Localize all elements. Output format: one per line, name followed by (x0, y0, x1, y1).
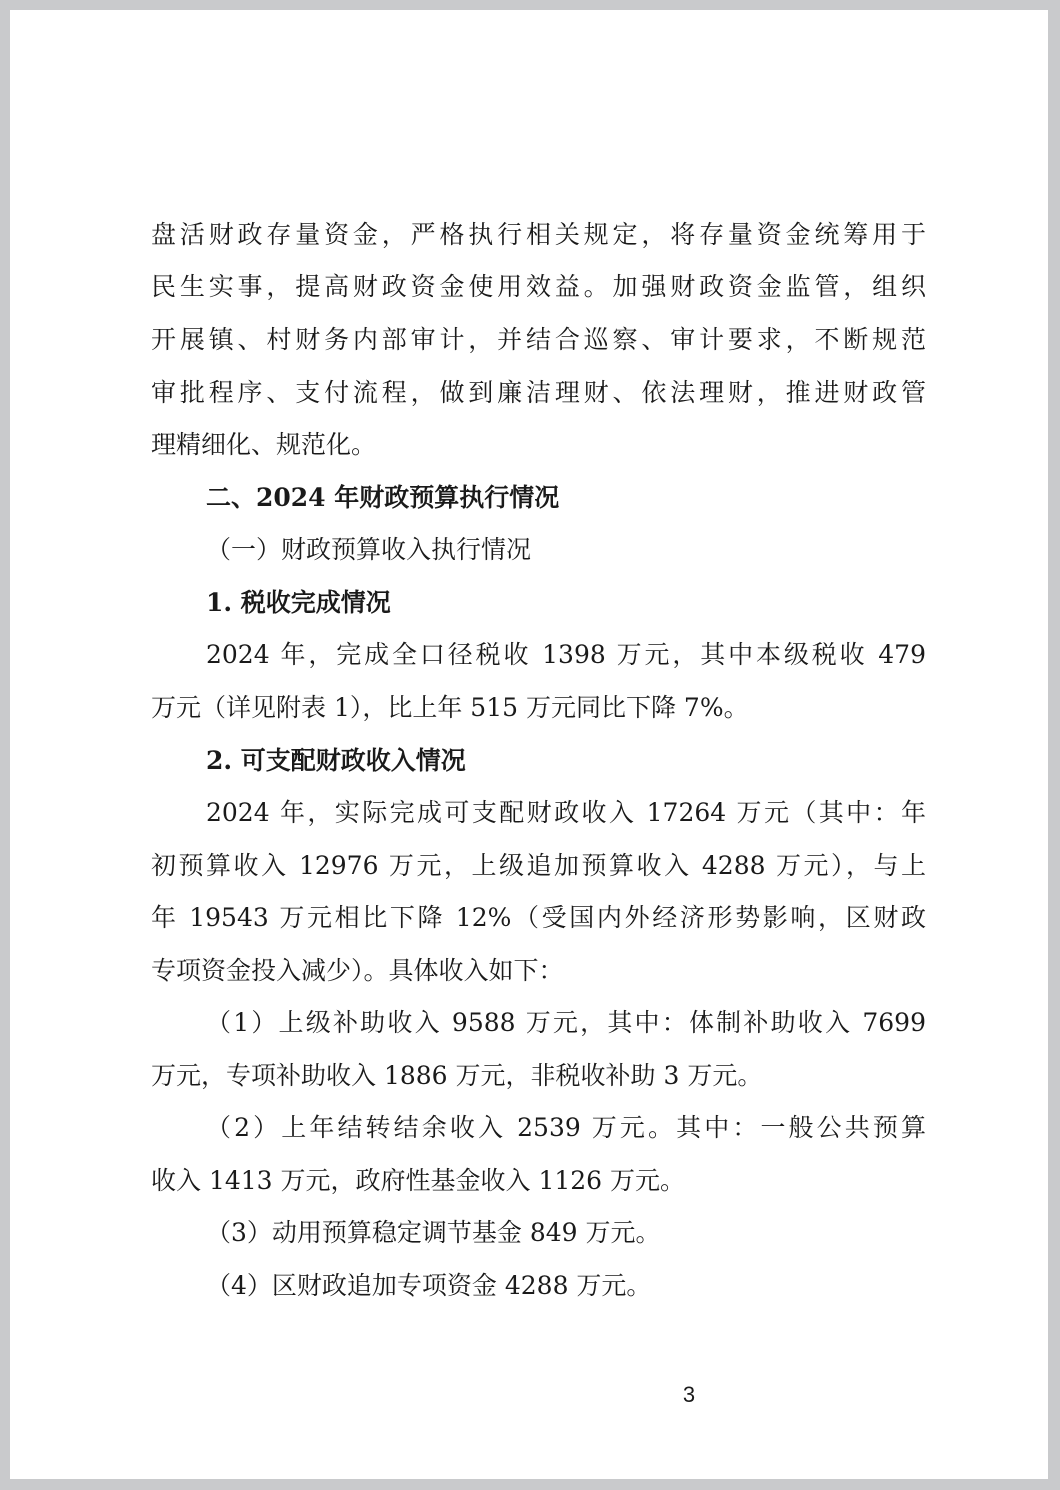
body-text-line: （1）上级补助收入 9588 万元，其中：体制补助收入 7699 (206, 1008, 926, 1037)
item-heading: 2. 可支配财政收入情况 (206, 746, 466, 775)
document-page (10, 10, 1048, 1479)
section-heading: 二、2024 年财政预算执行情况 (206, 483, 560, 512)
body-text-line: （2）上年结转结余收入 2539 万元。其中：一般公共预算 (206, 1113, 926, 1142)
body-text-line: 理精细化、规范化。 (151, 430, 377, 459)
item-heading: 1. 税收完成情况 (206, 588, 391, 617)
body-text-line: 开展镇、村财务内部审计，并结合巡察、审计要求，不断规范 (151, 325, 926, 354)
body-text-line: 初预算收入 12976 万元，上级追加预算收入 4288 万元），与上 (151, 851, 926, 880)
body-text-line: 2024 年，实际完成可支配财政收入 17264 万元（其中：年 (206, 798, 926, 827)
body-text-line: 收入 1413 万元，政府性基金收入 1126 万元。 (151, 1166, 686, 1195)
body-text-line: 万元，专项补助收入 1886 万元，非税收补助 3 万元。 (151, 1061, 763, 1090)
body-text-line: 专项资金投入减少）。具体收入如下： (151, 956, 564, 985)
body-text-line: 2024 年，完成全口径税收 1398 万元，其中本级税收 479 (206, 640, 926, 669)
body-text-line: 万元（详见附表 1），比上年 515 万元同比下降 7%。 (151, 693, 749, 722)
body-text-line: 年 19543 万元相比下降 12%（受国内外经济形势影响，区财政 (151, 903, 926, 932)
body-text-line: 审批程序、支付流程，做到廉洁理财、依法理财，推进财政管 (151, 378, 926, 407)
page-number: 3 (682, 1382, 696, 1407)
body-text-line: （4）区财政追加专项资金 4288 万元。 (206, 1271, 652, 1300)
body-text-line: 盘活财政存量资金，严格执行相关规定，将存量资金统筹用于 (151, 220, 926, 249)
subsection-heading: （一）财政预算收入执行情况 (206, 535, 532, 564)
body-text-line: 民生实事，提高财政资金使用效益。加强财政资金监管，组织 (151, 272, 926, 301)
body-text-line: （3）动用预算稳定调节基金 849 万元。 (206, 1218, 661, 1247)
